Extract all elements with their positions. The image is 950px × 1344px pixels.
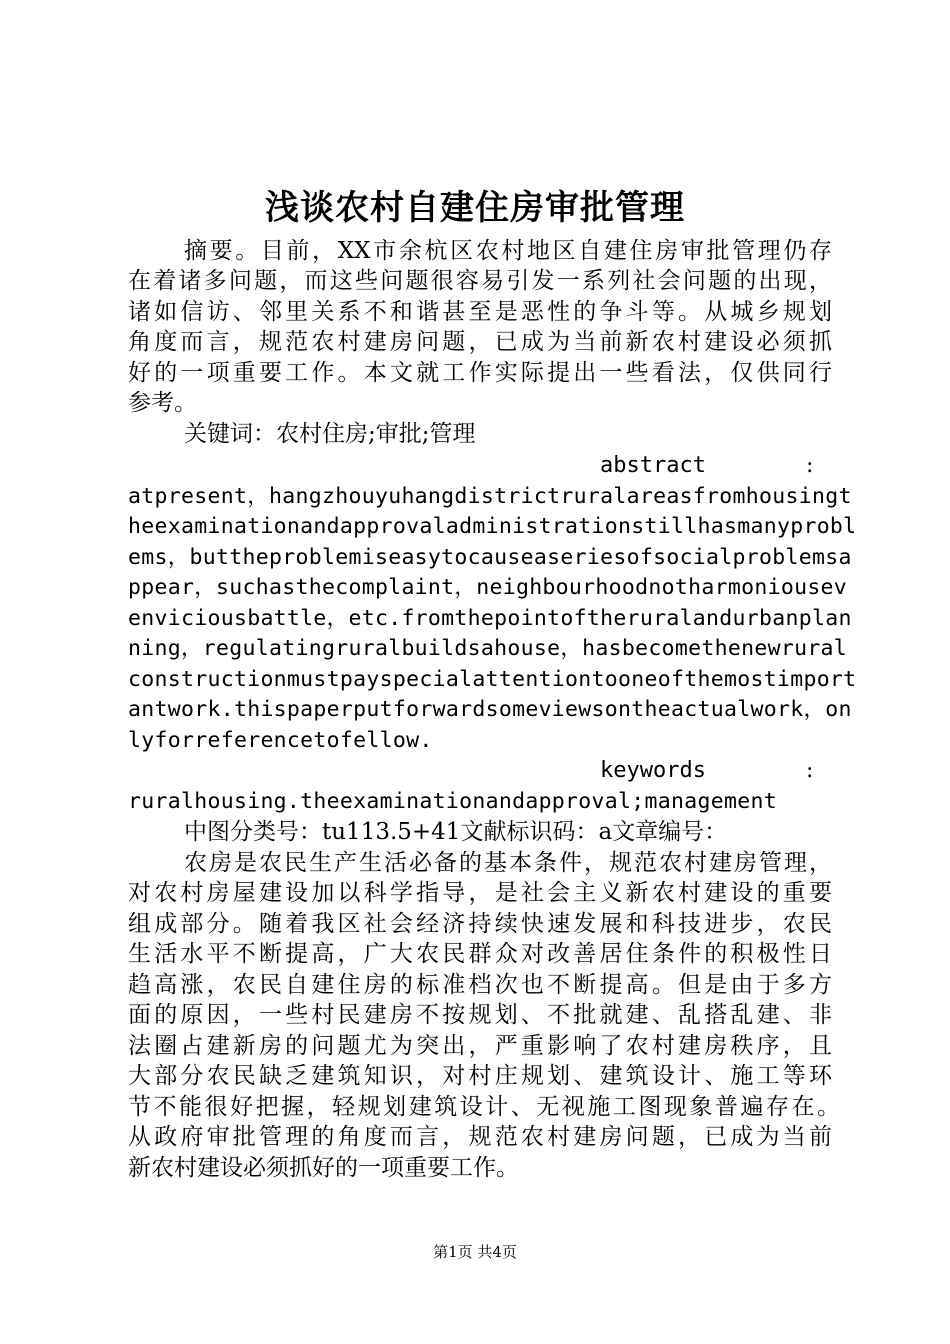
keywords-en-label: keywords [600, 758, 706, 783]
document-title: 浅谈农村自建住房审批管理 [265, 188, 685, 228]
abstract-cn-line: 摘要。目前，XX市余杭区农村地区自建住房审批管理仍存 [184, 238, 832, 264]
body-line: 生活水平不断提高，广大农民群众对改善居住条件的积极性日 [128, 941, 832, 967]
abstract-en-colon: : [806, 453, 814, 478]
page-footer: 第1页 共4页 [433, 1243, 517, 1261]
abstract-en-line: ppear，suchasthecomplaint，neighbourhoodnotharmoniousev [128, 575, 848, 600]
abstract-en-label: abstract [600, 453, 706, 478]
body-line: 从政府审批管理的角度而言，规范农村建房问题，已成为当前 [128, 1124, 832, 1150]
body-line: 组成部分。随着我区社会经济持续快速发展和科技进步，农民 [128, 911, 832, 937]
keywords-en-value: ruralhousing.theexaminationandapproval;management [128, 789, 777, 814]
body-line: 农房是农民生产生活必备的基本条件，规范农村建房管理， [184, 850, 832, 876]
body-line: 节不能很好把握，轻规划建筑设计、无视施工图现象普遍存在。 [128, 1094, 840, 1120]
abstract-en-line: atpresent，hangzhouyuhangdistrictruralareasfromhousingt [128, 484, 852, 509]
keywords-en-colon: : [806, 758, 814, 783]
body-line: 面的原因，一些村民建房不按规划、不批就建、乱搭乱建、非 [128, 1002, 832, 1028]
body-line: 新农村建设必须抓好的一项重要工作。 [128, 1155, 519, 1181]
abstract-cn-line: 参考。 [128, 390, 197, 416]
abstract-cn-line: 诸如信访、邻里关系不和谐甚至是恶性的争斗等。从城乡规划 [128, 299, 832, 325]
abstract-en-line: constructionmustpayspecialattentiontooneofthemostimport [128, 667, 857, 692]
body-line: 法圈占建新房的问题尤为突出，严重影响了农村建房秩序，且 [128, 1033, 832, 1059]
abstract-cn-line: 角度而言，规范农村建房问题，已成为当前新农村建设必须抓 [128, 329, 832, 355]
abstract-en-line: ning，regulatingruralbuildsahouse，hasbecomethenewrural [128, 636, 848, 661]
abstract-en-line: lyforreferencetofellow. [128, 728, 433, 753]
classification-line: 中图分类号：tu113.5+41文献标识码：a文章编号： [184, 819, 728, 845]
body-line: 大部分农民缺乏建筑知识，对村庄规划、建筑设计、施工等环 [128, 1063, 832, 1089]
abstract-en-line: enviciousbattle，etc.fromthepointoftheruralandurbanplan [128, 606, 852, 631]
abstract-cn-line: 在着诸多问题，而这些问题很容易引发一系列社会问题的出现， [128, 268, 832, 294]
abstract-en-line: antwork.thispaperputforwardsomeviewsontheactualwork，on [128, 697, 852, 722]
body-line: 趋高涨，农民自建住房的标准档次也不断提高。但是由于多方 [128, 972, 832, 998]
abstract-cn-line: 好的一项重要工作。本文就工作实际提出一些看法，仅供同行 [128, 360, 832, 386]
abstract-en-line: heexaminationandapprovaladministrationstillhasmanyprobl [128, 514, 857, 539]
body-line: 对农村房屋建设加以科学指导，是社会主义新农村建设的重要 [128, 880, 832, 906]
abstract-en-line: ems，buttheproblemiseasytocauseaseriesofsocialproblemsa [128, 545, 852, 570]
keywords-cn: 关键词：农村住房;审批;管理 [184, 421, 476, 447]
